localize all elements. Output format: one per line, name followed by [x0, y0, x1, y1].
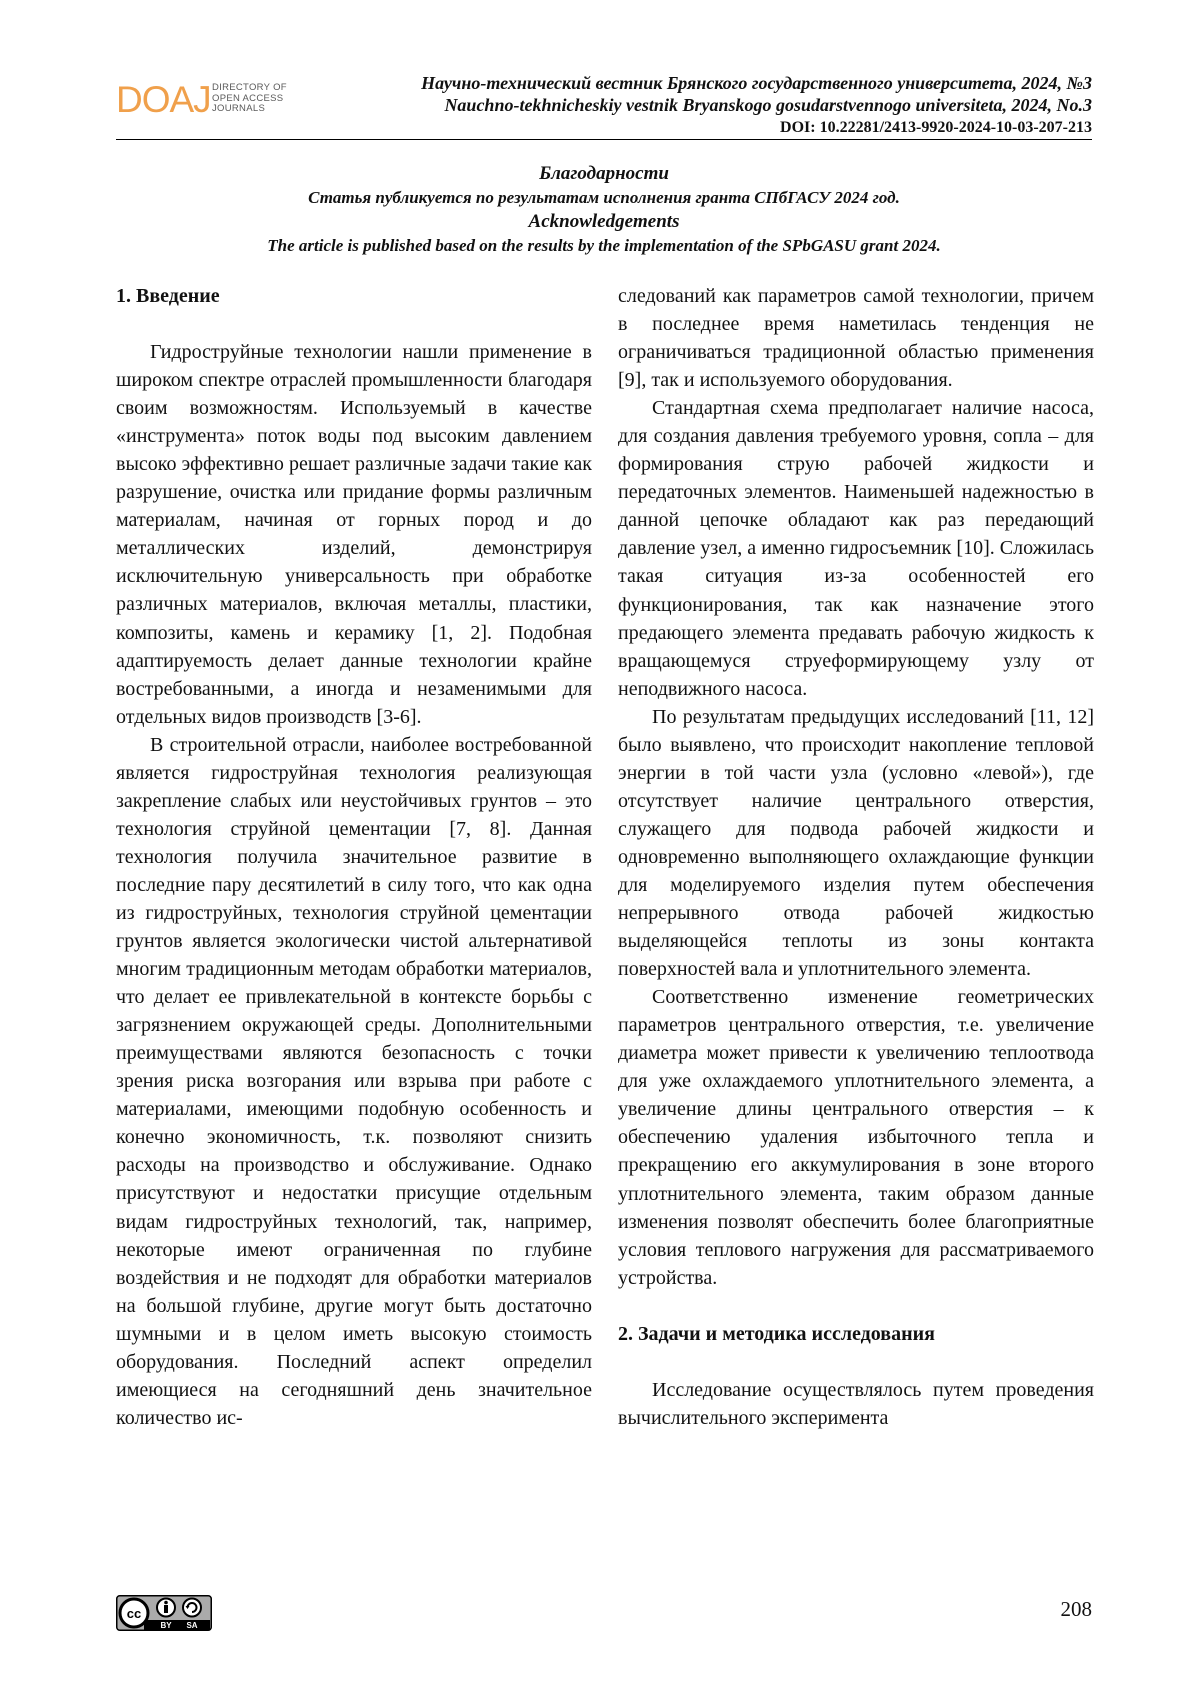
- paragraph: Стандартная схема предполагает наличие насоса, для создания давления требуемого уровня, сопла – для формирования струю рабочей жидкости и передаточных элементов. Наименьшей надежностью в данной цепочке обладают как раз передающий давление узел, а именно гидросъемник [10]. Сложилась такая ситуация из-за особенностей его функционирования, так как назначение этого предающего элемента предавать рабочую жидкость к вращающемуся струеформирующему узлу от неподвижного насоса.: [618, 397, 1094, 700]
- paragraph: Исследование осуществлялось путем проведения вычислительного эксперимента: [618, 1378, 1094, 1429]
- doaj-logo-sub-line: DIRECTORY OF: [212, 82, 287, 93]
- ack-title-en: Acknowledgements: [528, 211, 680, 232]
- cc-by-sa-license-icon: [116, 1595, 212, 1631]
- paragraph: Гидроструйные технологии нашли применение в широком спектре отраслей промышленности благодаря своим возможностям. Используемый в качестве «инструмента» поток воды под высоким давлением высоко эффективно решает различные задачи такие как разрушение, очистка или придание формы различным материалам, начиная от горных пород и до металлических изделий, демонстрируя исключительную универсальность при обработке различных материалов, включая металлы, пластики, композиты, камень и керамику [1, 2]. Подобная адаптируемость делает данные технологии крайне востребованными, а иногда и незаменимыми для отдельных видов производств [3-6].: [116, 341, 592, 728]
- ack-text-en: The article is published based on the results by the implementation of the SPbGASU grant 2024.: [267, 236, 941, 255]
- paragraph: В строительной отрасли, наиболее востребованной является гидроструйная технология реализующая закрепление слабых или неустойчивых грунтов – это технология струйной цементации [7, 8]. Данная технология получила значительное развитие в последние пару десятилетий в силу того, что как одна из гидроструйных, технология струйной цементации грунтов является экологически чистой альтернативой многим традиционным методам обработки материалов, что делает ее привлекательной в контексте борьбы с загрязнением окружающей среды. Дополнительными преимуществами являются безопасность с точки зрения риска возгорания или взрыва при работе с материалами, имеющими подобную особенность и конечно экономичность, т.к. позволяют снизить расходы на производство и обслуживание. Однако присутствуют и недостатки присущие отдельным видам гидроструйных технологий, так, например, некоторые имеют ограниченная по глубине воздействия и не подходят для обработки материалов на большой глубине, другие могут быть достаточно шумными и в целом иметь высокую стоимость оборудования. Последний аспект определил имеющиеся на сегодняшний день значительное количество ис-: [116, 733, 592, 1429]
- section-heading-introduction: 1. Введение: [116, 285, 220, 307]
- sa-label: SA: [186, 1621, 198, 1630]
- doaj-logo: [116, 80, 306, 120]
- doaj-logo-sub-line: OPEN ACCESS: [212, 92, 284, 104]
- ack-text-ru: Статья публикуется по результатам исполнения гранта СПбГАСУ 2024 год.: [308, 188, 900, 207]
- ack-title-ru: Благодарности: [539, 163, 669, 184]
- header-divider: [116, 139, 1092, 140]
- paragraph: следований как параметров самой технологии, причем в последнее время наметилась тенденция не ограничиваться традиционной областью применения [9], так и используемого оборудования.: [618, 285, 1094, 392]
- right-column: [618, 282, 1094, 1432]
- journal-title-en: Nauchno-tekhnicheskiy vestnik Bryanskogo gosudarstvennogo universiteta, 2024, No.3: [444, 95, 1092, 115]
- doi: DOI: 10.22281/2413-9920-2024-10-03-207-213: [780, 119, 1092, 136]
- doaj-logo-subtitle: [212, 83, 287, 115]
- paragraph: По результатам предыдущих исследований [11, 12] было выявлено, что происходит накопление тепловой энергии в той части узла (условно «левой»), где отсутствует наличие центрального отверстия, служащего для подвода рабочей жидкости и одновременно выполняющего охлаждающие функции для моделируемого изделия путем обеспечения непрерывного отвода рабочей жидкостью выделяющейся теплоты из зоны контакта поверхностей вала и уплотнительного элемента.: [618, 705, 1094, 981]
- journal-title-ru: Научно-технический вестник Брянского государственного университета, 2024, №3: [421, 73, 1092, 93]
- by-label: BY: [160, 1621, 172, 1630]
- cc-glyph: cc: [126, 1606, 142, 1621]
- doaj-logo-word: DOAJ: [116, 79, 211, 120]
- page-number: 208: [1060, 1597, 1092, 1621]
- paragraph: Соответственно изменение геометрических параметров центрального отверстия, т.е. увеличение диаметра может привести к увеличению теплоотвода для уже охлаждаемого уплотнительного элемента, а увеличение длины центрального отверстия – к обеспечению удаления избыточного тепла и прекращению его аккумулирования в зоне второго уплотнительного элемента, таким образом данные изменения позволят обеспечить более благоприятные условия теплового нагружения для рассматриваемого устройства.: [618, 986, 1094, 1289]
- journal-title: [421, 72, 1092, 116]
- acknowledgements: [116, 162, 1092, 258]
- spacer: [116, 310, 592, 338]
- doaj-logo-sub-line: JOURNALS: [212, 103, 266, 114]
- left-column: [116, 282, 592, 1432]
- section-heading-methods: 2. Задачи и методика исследования: [618, 1322, 935, 1345]
